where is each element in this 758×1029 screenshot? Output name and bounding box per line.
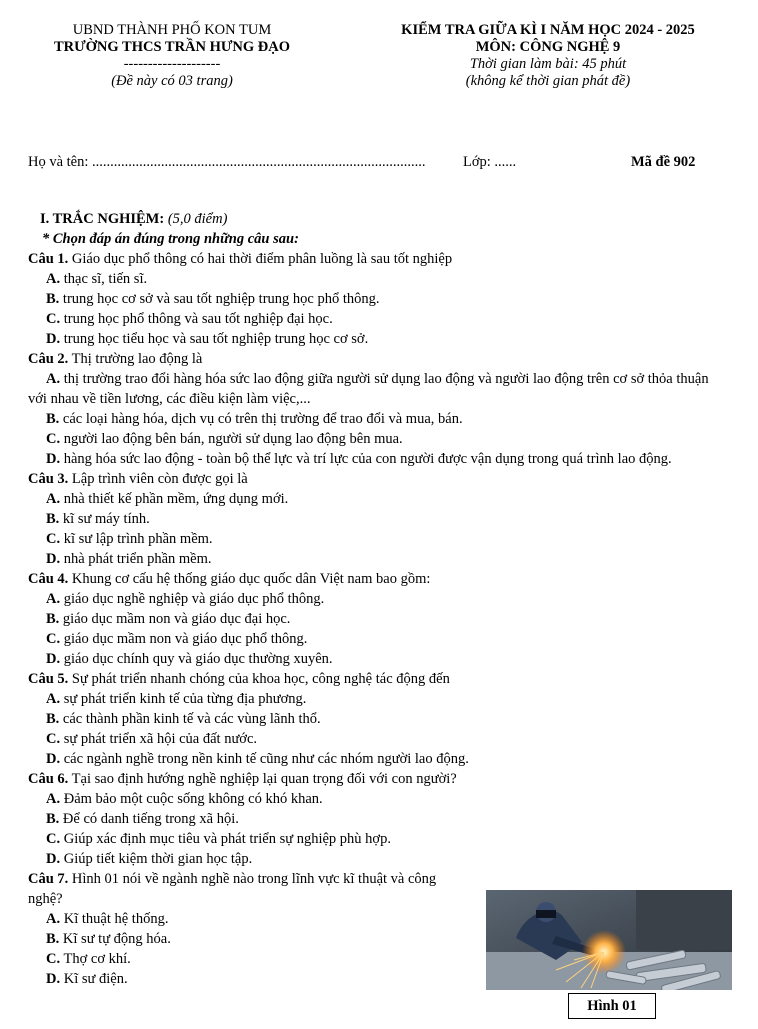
class-field: Lớp: ......	[463, 154, 517, 170]
question-1-option-c	[28, 309, 730, 329]
question-label: Câu 5.	[28, 671, 69, 687]
question-5-option-a	[28, 689, 730, 709]
question-4-option-a	[28, 589, 730, 609]
option-label: D.	[46, 451, 61, 467]
option-text: giáo dục mầm non và giáo dục phổ thông.	[63, 631, 308, 647]
question-label: Câu 1.	[28, 251, 69, 267]
option-label: C.	[46, 631, 61, 647]
option-text: giáo dục nghề nghiệp và giáo dục phổ thông.	[63, 591, 325, 607]
option-label: A.	[46, 271, 61, 287]
option-text: trung học phổ thông và sau tốt nghiệp đại học.	[63, 311, 333, 327]
question-1-option-a	[28, 269, 730, 289]
option-text: Giúp tiết kiệm thời gian học tập.	[63, 851, 253, 867]
option-label: A.	[46, 491, 61, 507]
question-2-option-a	[28, 369, 730, 409]
option-label: D.	[46, 751, 61, 767]
option-label: B.	[46, 611, 60, 627]
question-text: Lập trình viên còn được gọi là	[71, 471, 248, 487]
question-4-option-c	[28, 629, 730, 649]
question-text: Sự phát triển nhanh chóng của khoa học, công nghệ tác động đến	[71, 671, 450, 687]
question-5	[28, 669, 730, 689]
question-4-option-b	[28, 609, 730, 629]
question-5-option-c	[28, 729, 730, 749]
question-1	[28, 249, 730, 269]
option-label: C.	[46, 431, 61, 447]
option-text: sự phát triển xã hội của đất nước.	[63, 731, 258, 747]
option-text: nhà thiết kế phần mềm, ứng dụng mới.	[63, 491, 289, 507]
time-note: (không kể thời gian phát đề)	[465, 73, 631, 89]
question-7	[28, 869, 468, 909]
option-label: A.	[46, 911, 61, 927]
option-label: A.	[46, 691, 61, 707]
question-3-option-b	[28, 509, 730, 529]
option-label: C.	[46, 951, 61, 967]
option-label: D.	[46, 551, 61, 567]
name-field: Họ và tên: ............................................................................................	[28, 154, 426, 170]
question-text: Tại sao định hướng nghề nghiệp lại quan trọng đối với con người?	[71, 771, 457, 787]
option-text: kĩ sư lập trình phần mềm.	[63, 531, 213, 547]
question-1-option-d	[28, 329, 730, 349]
section-points: (5,0 điểm)	[167, 211, 228, 227]
welder-photo-icon	[486, 890, 732, 990]
question-label: Câu 7.	[28, 871, 69, 887]
question-6-option-c	[28, 829, 730, 849]
question-label: Câu 6.	[28, 771, 69, 787]
option-label: B.	[46, 511, 60, 527]
option-label: D.	[46, 851, 61, 867]
question-2	[28, 349, 730, 369]
section-title	[40, 209, 730, 229]
option-text: các thành phần kinh tế và các vùng lãnh thổ.	[62, 711, 321, 727]
option-text: giáo dục mầm non và giáo dục đại học.	[62, 611, 291, 627]
option-label: C.	[46, 731, 61, 747]
question-label: Câu 2.	[28, 351, 69, 367]
question-2-option-b	[28, 409, 730, 429]
question-2-option-d	[28, 449, 730, 469]
question-5-option-b	[28, 709, 730, 729]
question-6	[28, 769, 730, 789]
option-text: giáo dục chính quy và giáo dục thường xuyên.	[63, 651, 333, 667]
option-label: C.	[46, 311, 61, 327]
option-label: A.	[46, 591, 61, 607]
question-5-option-d	[28, 749, 730, 769]
time-limit: Thời gian làm bài: 45 phút	[469, 56, 627, 72]
option-text: Thợ cơ khí.	[63, 951, 131, 967]
option-label: D.	[46, 651, 61, 667]
question-3-option-d	[28, 549, 730, 569]
option-label: B.	[46, 411, 60, 427]
question-text: Khung cơ cấu hệ thống giáo dục quốc dân Việt nam bao gồm:	[71, 571, 431, 587]
question-4	[28, 569, 730, 589]
subject-name: MÔN: CÔNG NGHỆ 9	[475, 39, 621, 55]
figure-welder-photo	[486, 890, 732, 990]
school-name: TRƯỜNG THCS TRẦN HƯNG ĐẠO	[53, 39, 291, 55]
exam-code: Mã đề 902	[631, 154, 696, 170]
question-2-option-c	[28, 429, 730, 449]
question-1-option-b	[28, 289, 730, 309]
option-text: Để có danh tiếng trong xã hội.	[62, 811, 239, 827]
option-text: thị trường trao đổi hàng hóa sức lao động giữa người sử dụng lao động và người lao động trên cơ sở thỏa thuận với nhau về tiền lương, các điều kiện làm việc,...	[28, 371, 709, 407]
authority-name: UBND THÀNH PHỐ KON TUM	[72, 22, 272, 38]
option-label: A.	[46, 371, 61, 387]
figure-caption: Hình 01	[568, 993, 656, 1019]
question-label: Câu 4.	[28, 571, 69, 587]
question-6-option-a	[28, 789, 730, 809]
option-text: Giúp xác định mục tiêu và phát triển sự nghiệp phù hợp.	[63, 831, 391, 847]
option-text: các ngành nghề trong nền kinh tế cũng như các nhóm người lao động.	[63, 751, 469, 767]
option-text: kĩ sư máy tính.	[62, 511, 150, 527]
header-divider: --------------------	[123, 56, 221, 72]
option-text: Kĩ sư tự động hóa.	[62, 931, 171, 947]
option-text: người lao động bên bán, người sử dụng lao động bên mua.	[63, 431, 403, 447]
option-label: C.	[46, 831, 61, 847]
exam-header	[0, 22, 758, 112]
option-text: thạc sĩ, tiến sĩ.	[63, 271, 148, 287]
school-block	[22, 22, 322, 90]
option-label: A.	[46, 791, 61, 807]
student-info-row	[28, 154, 718, 174]
question-6-option-d	[28, 849, 730, 869]
option-label: B.	[46, 711, 60, 727]
question-4-option-d	[28, 649, 730, 669]
question-3-option-c	[28, 529, 730, 549]
option-label: B.	[46, 291, 60, 307]
question-3	[28, 469, 730, 489]
question-3-option-a	[28, 489, 730, 509]
option-text: trung học cơ sở và sau tốt nghiệp trung học phổ thông.	[62, 291, 380, 307]
page-count-note: (Đề này có 03 trang)	[111, 73, 233, 89]
instruction-text: * Chọn đáp án đúng trong những câu sau:	[42, 231, 299, 247]
option-text: Kĩ thuật hệ thống.	[63, 911, 169, 927]
option-label: B.	[46, 811, 60, 827]
exam-block	[360, 22, 736, 90]
option-label: D.	[46, 331, 61, 347]
option-label: B.	[46, 931, 60, 947]
option-label: C.	[46, 531, 61, 547]
exam-content	[28, 209, 730, 989]
exam-title: KIỂM TRA GIỮA KÌ I NĂM HỌC 2024 - 2025	[401, 22, 695, 38]
option-text: hàng hóa sức lao động - toàn bộ thể lực và trí lực của con người được vận dụng trong quá trình lao động.	[63, 451, 672, 467]
question-list	[28, 249, 730, 989]
question-label: Câu 3.	[28, 471, 69, 487]
option-text: trung học tiểu học và sau tốt nghiệp trung học cơ sở.	[63, 331, 369, 347]
option-text: nhà phát triển phần mềm.	[63, 551, 212, 567]
question-text: Thị trường lao động là	[71, 351, 203, 367]
option-label: D.	[46, 971, 61, 987]
question-text: Hình 01 nói về ngành nghề nào trong lĩnh vực kĩ thuật và công nghệ?	[28, 871, 437, 907]
question-6-option-b	[28, 809, 730, 829]
option-text: Đảm bảo một cuộc sống không có khó khan.	[63, 791, 323, 807]
option-text: các loại hàng hóa, dịch vụ có trên thị trường để trao đổi và mua, bán.	[62, 411, 463, 427]
option-text: sự phát triển kinh tế của từng địa phương.	[63, 691, 307, 707]
option-text: Kĩ sư điện.	[63, 971, 128, 987]
section-heading: I. TRẮC NGHIỆM:	[40, 211, 165, 227]
question-text: Giáo dục phổ thông có hai thời điểm phân luồng là sau tốt nghiệp	[71, 251, 453, 267]
